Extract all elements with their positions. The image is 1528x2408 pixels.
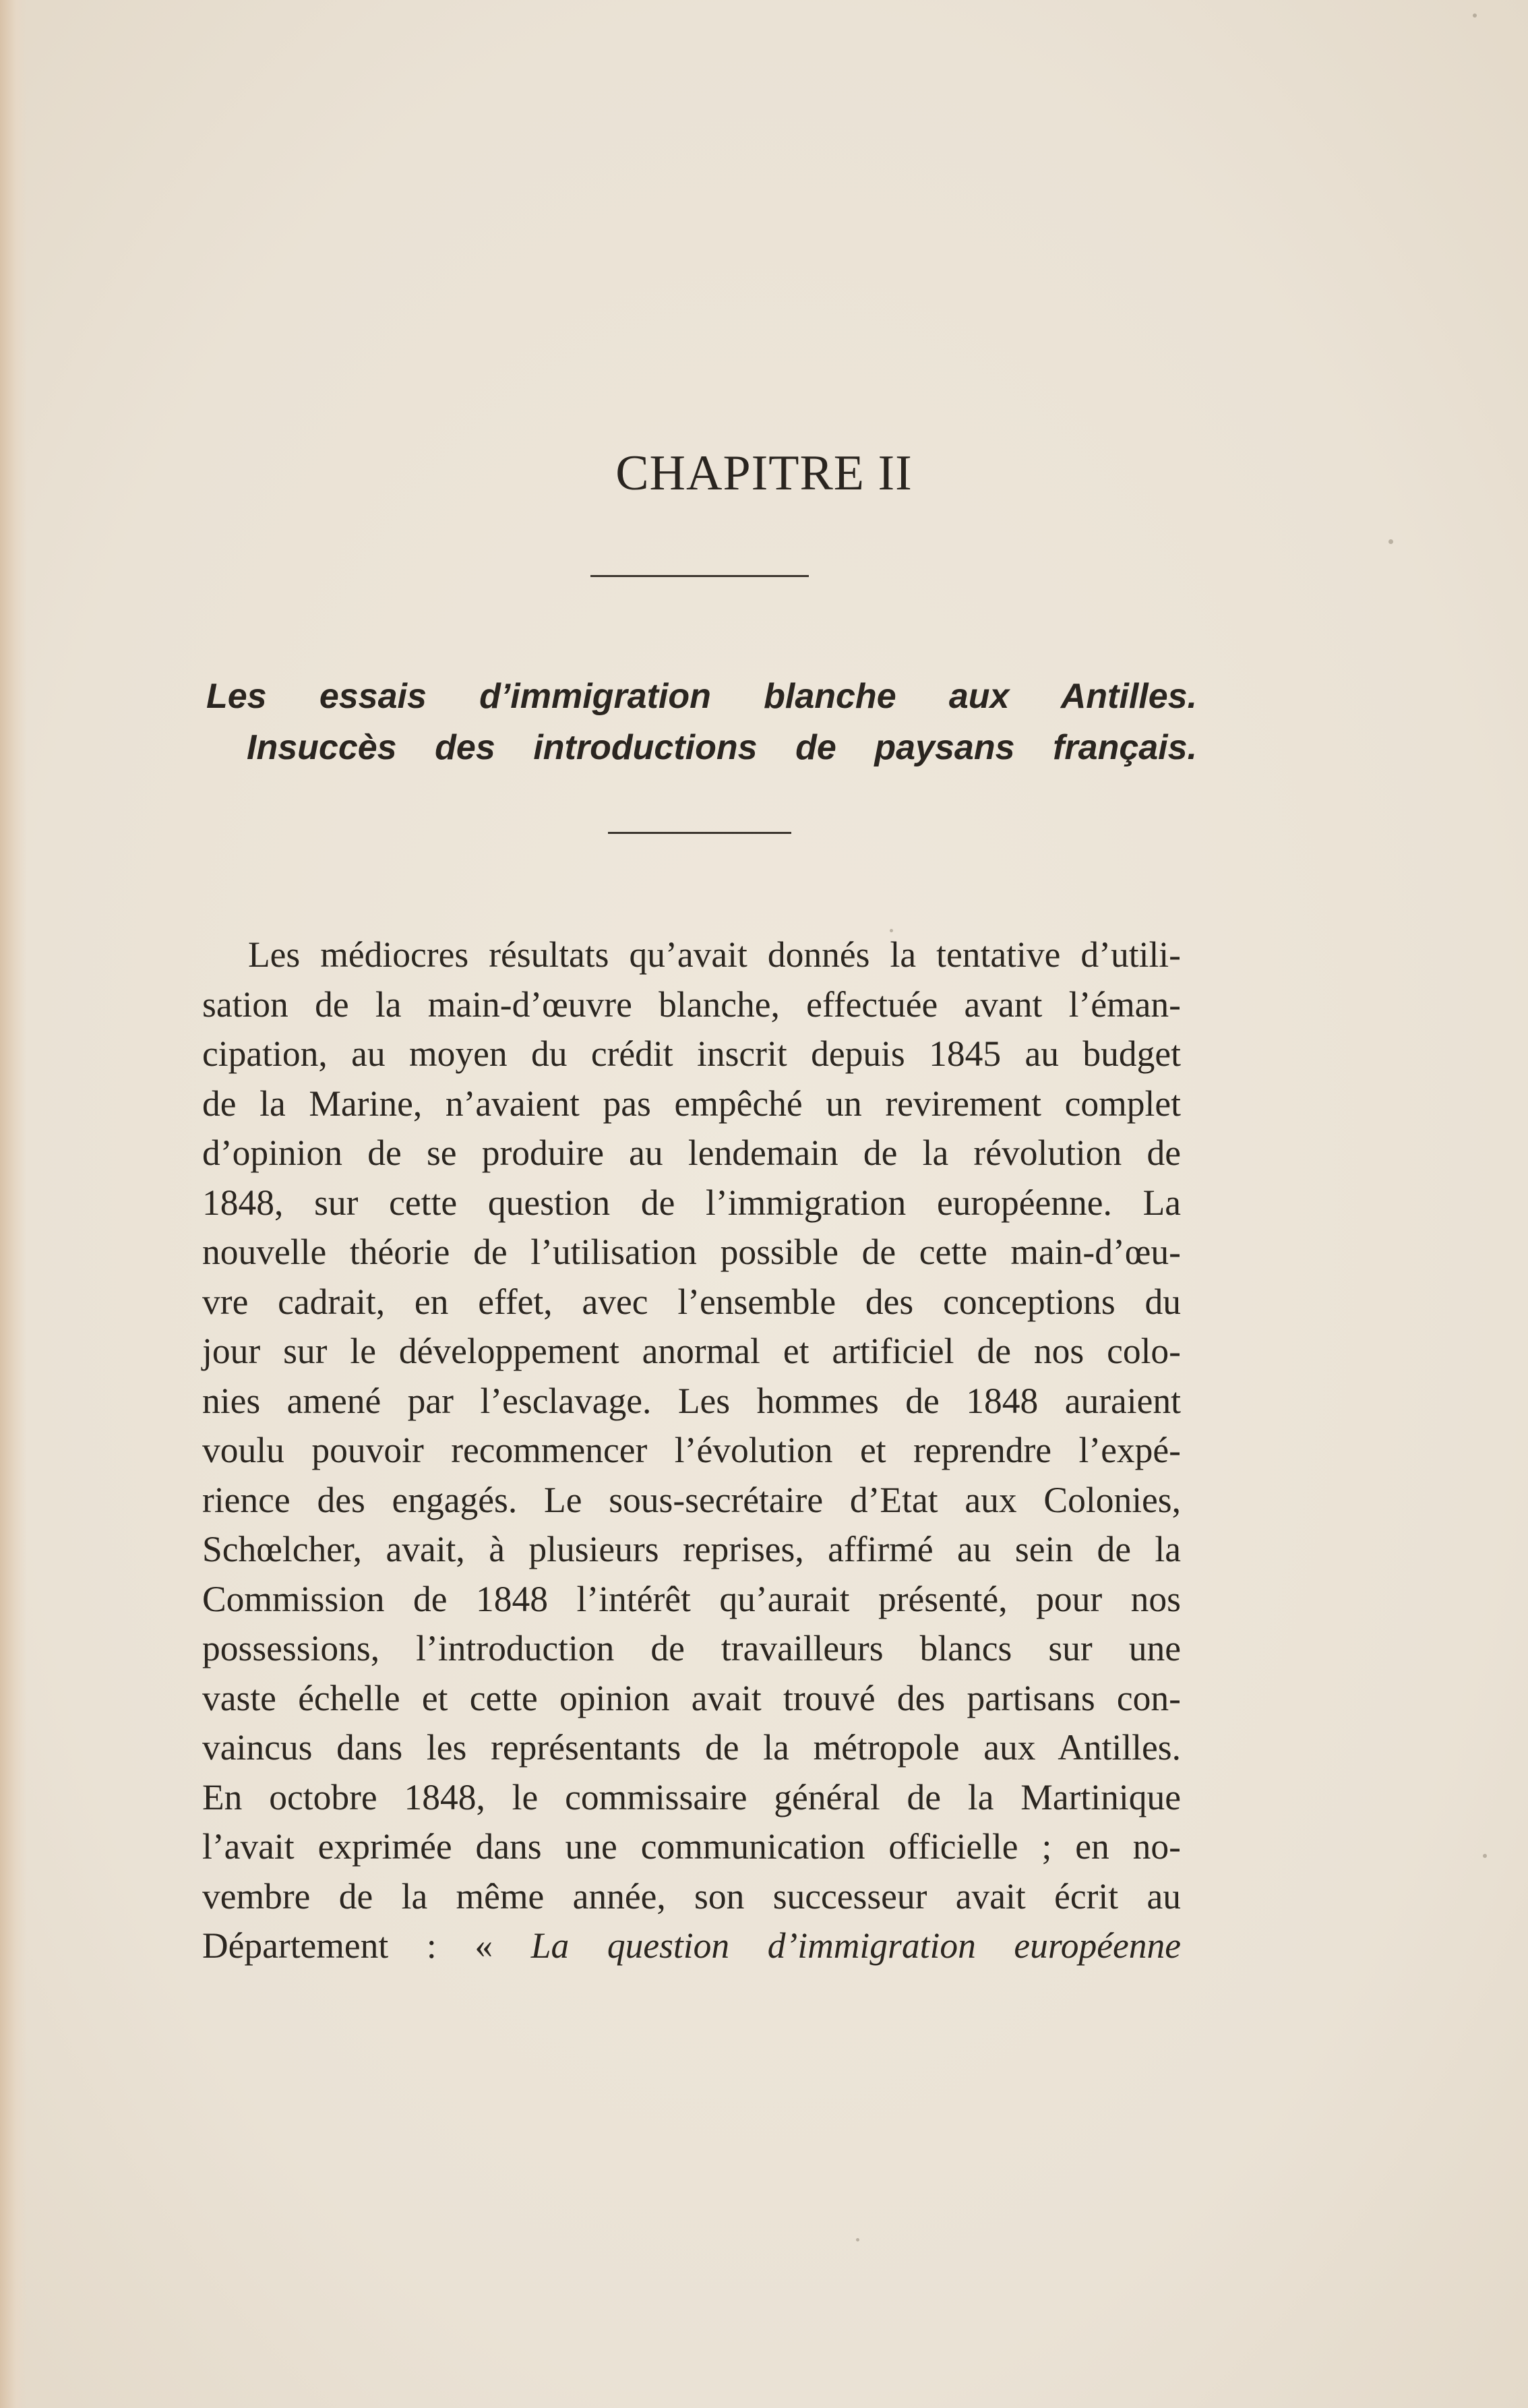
body-line: voulu pouvoir recommencer l’évolution et reprendre l’expé- bbox=[202, 1430, 1181, 1470]
body-line: vaste échelle et cette opinion avait trouvé des partisans con- bbox=[202, 1677, 1181, 1718]
body-line-last bbox=[202, 1921, 1181, 1971]
body-line: vre cadrait, en effet, avec l’ensemble des conceptions du bbox=[202, 1281, 1181, 1322]
chapter-title: CHAPITRE II bbox=[615, 446, 913, 501]
body-line: l’avait exprimée dans une communication officielle ; en no- bbox=[202, 1826, 1181, 1867]
body-line: Les médiocres résultats qu’avait donnés la tentative d’utili- bbox=[248, 934, 1181, 975]
body-line: de la Marine, n’avaient pas empêché un revirement complet bbox=[202, 1083, 1181, 1124]
body-line: possessions, l’introduction de travailleurs blancs sur une bbox=[202, 1628, 1181, 1668]
paper-speck bbox=[1388, 539, 1393, 544]
body-last-line-italic: La question d’immigration européenne bbox=[530, 1925, 1182, 1966]
body-line: jour sur le développement anormal et artificiel de nos colo- bbox=[202, 1331, 1181, 1371]
body-line: En octobre 1848, le commissaire général de la Martinique bbox=[202, 1776, 1181, 1817]
paper-speck bbox=[1483, 1854, 1487, 1858]
body-line: vembre de la même année, son successeur avait écrit au bbox=[202, 1875, 1181, 1917]
body-line: Schœlcher, avait, à plusieurs reprises, affirmé au sein de la bbox=[202, 1529, 1181, 1569]
body-last-line-prefix: Département : « bbox=[202, 1925, 493, 1966]
paper-speck bbox=[890, 929, 893, 932]
body-line: nies amené par l’esclavage. Les hommes de 1848 auraient bbox=[202, 1380, 1181, 1421]
body-line: 1848, sur cette question de l’immigration européenne. La bbox=[202, 1182, 1181, 1223]
page-left-edge-shadow bbox=[0, 0, 27, 2408]
body-paragraph bbox=[202, 930, 1181, 1971]
paper-speck bbox=[856, 2238, 859, 2241]
body-line: rience des engagés. Le sous-secrétaire d’Etat aux Colonies, bbox=[202, 1479, 1181, 1520]
body-line: vaincus dans les représentants de la métropole aux Antilles. bbox=[202, 1727, 1181, 1768]
body-line: cipation, au moyen du crédit inscrit depuis 1845 au budget bbox=[202, 1033, 1181, 1074]
paper-speck bbox=[1473, 13, 1477, 18]
title-divider bbox=[590, 575, 809, 577]
body-line: nouvelle théorie de l’utilisation possible de cette main-d’œu- bbox=[202, 1232, 1181, 1272]
body-line: d’opinion de se produire au lendemain de la révolution de bbox=[202, 1133, 1181, 1173]
body-line: Commission de 1848 l’intérêt qu’aurait présenté, pour nos bbox=[202, 1578, 1181, 1619]
body-line: sation de la main-d’œuvre blanche, effectuée avant l’éman- bbox=[202, 984, 1181, 1025]
chapter-subtitle-line-2: Insuccès des introductions de paysans français. bbox=[247, 728, 1197, 767]
chapter-subtitle-line-1: Les essais d’immigration blanche aux Antilles. bbox=[206, 677, 1197, 716]
subtitle-divider bbox=[608, 832, 791, 834]
